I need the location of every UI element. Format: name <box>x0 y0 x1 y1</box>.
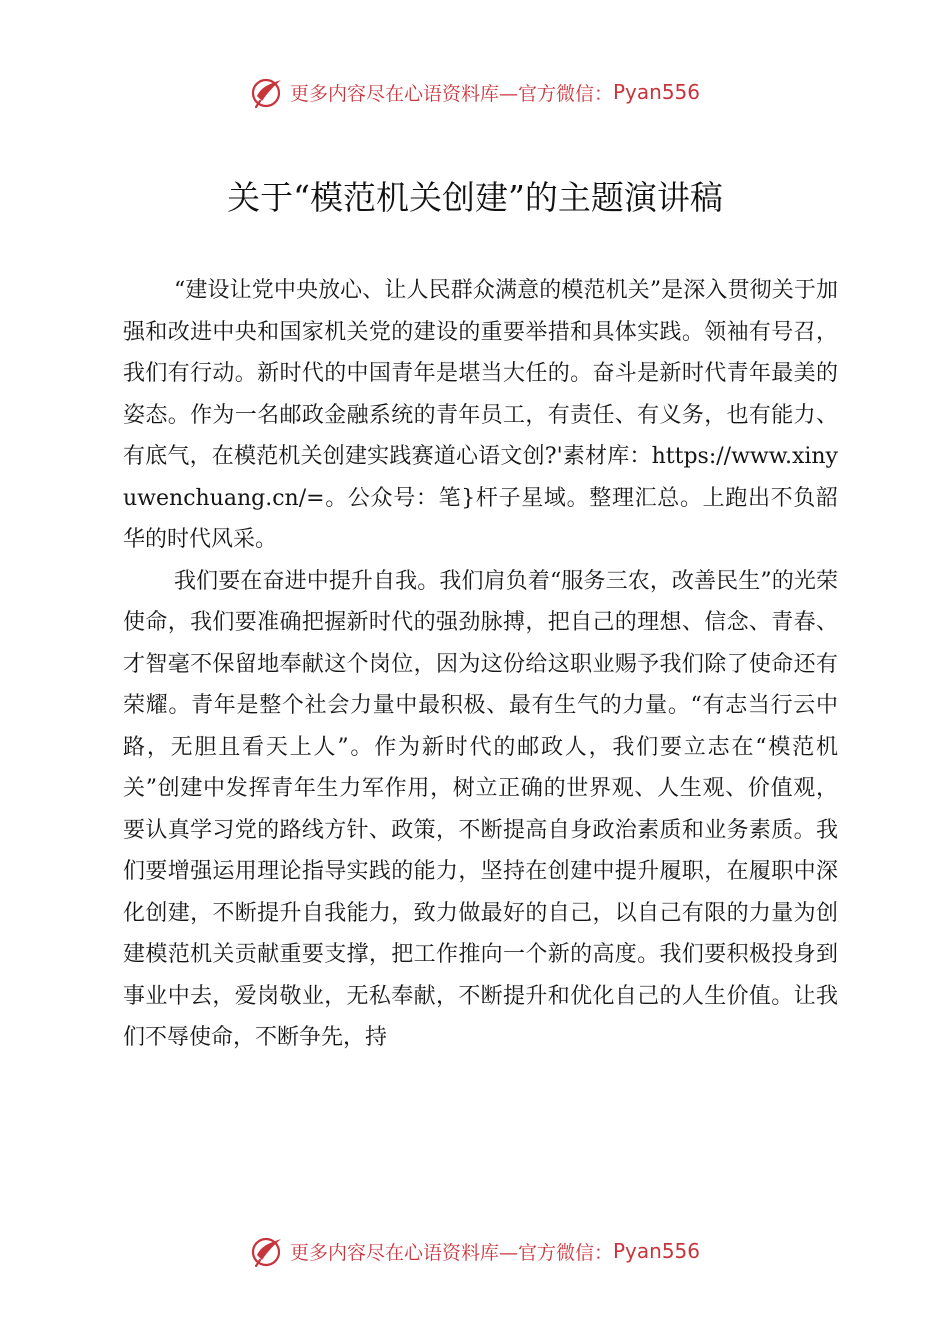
paragraph: “建设让党中央放心、让人民群众满意的模范机关”是深入贯彻关于加强和改进中央和国家机关党的建设的重要举措和具体实践。领袖有号召，我们有行动。新时代的中国青年是堪当大任的。奋斗是新时代青年最美的姿态。作为一名邮政金融系统的青年员工，有责任、有义务，也有能力、有底气，在模范机关创建实践赛道心语文创?'素材库：https://www.xinyuwenchuang.cn/=。公众号：笔}杆子星域。整理汇总。上跑出不负韶华的时代风采。 <box>123 278 838 552</box>
footer-banner <box>0 1229 950 1273</box>
header-banner <box>0 70 950 114</box>
banner-wechat-id: Pyan556 <box>613 80 701 104</box>
document-body <box>123 270 838 1059</box>
banner-text: 更多内容尽在心语资料库—官方微信： <box>289 82 613 105</box>
banner-text: 更多内容尽在心语资料库—官方微信： <box>289 1241 613 1264</box>
document-title: 关于“模范机关创建”的主题演讲稿 <box>227 178 723 217</box>
logo-icon <box>250 74 286 110</box>
logo-icon <box>250 1233 286 1269</box>
banner-wechat-id: Pyan556 <box>613 1239 701 1263</box>
paragraph: 我们要在奋进中提升自我。我们肩负着“服务三农，改善民生”的光荣使命，我们要准确把握新时代的强劲脉搏，把自己的理想、信念、青春、才智毫不保留地奉献这个岗位，因为这份给这职业赐予我们除了使命还有荣耀。青年是整个社会力量中最积极、最有生气的力量。“有志当行云中路，无胆且看天上人”。作为新时代的邮政人，我们要立志在“模范机关”创建中发挥青年生力军作用，树立正确的世界观、人生观、价值观，要认真学习党的路线方针、政策，不断提高自身政治素质和业务素质。我们要增强运用理论指导实践的能力，坚持在创建中提升履职，在履职中深化创建，不断提升自我能力，致力做最好的自己，以自己有限的力量为创建模范机关贡献重要支撑，把工作推向一个新的高度。我们要积极投身到事业中去，爱岗敬业，无私奉献，不断提升和优化自己的人生价值。让我们不辱使命，不断争先，持 <box>123 568 838 1050</box>
